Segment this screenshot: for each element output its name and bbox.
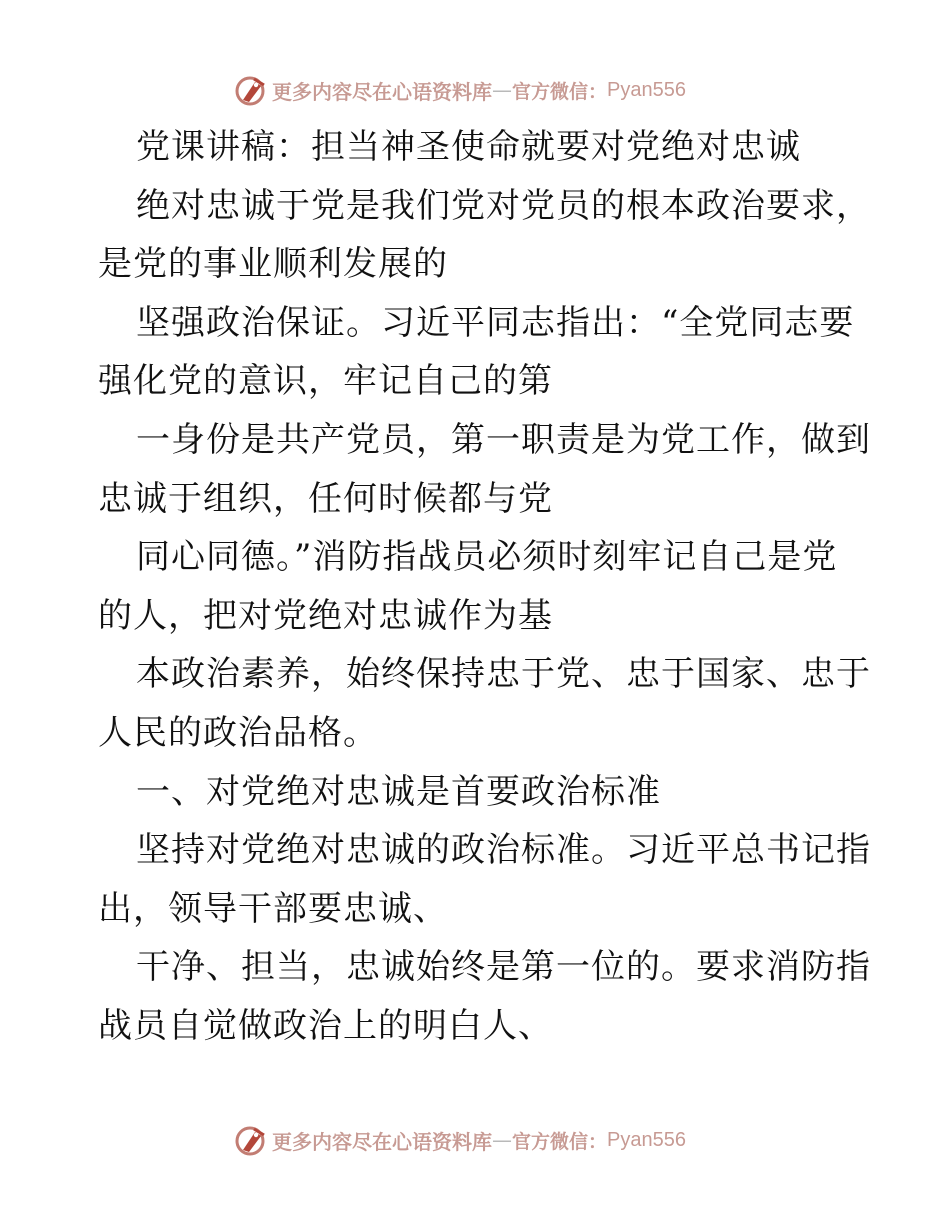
banner-wechat-label: 官方微信： xyxy=(512,80,608,103)
banner-separator: — xyxy=(492,1128,512,1152)
paragraph-line: 本政治素养，始终保持忠于党、忠于国家、忠于 xyxy=(136,654,871,695)
paragraph-line: 干净、担当，忠诚始终是第一位的。要求消防指 xyxy=(136,947,871,988)
paragraph-line: 一身份是共产党员，第一职责是为党工作，做到 xyxy=(136,419,871,460)
pen-nib-logo-icon xyxy=(234,1123,268,1157)
paragraph-line: 坚持对党绝对忠诚的政治标准。习近平总书记指 xyxy=(136,830,871,871)
paragraph-line: 出，领导干部要忠诚、 xyxy=(98,888,448,929)
paragraph-line: 人民的政治品格。 xyxy=(98,712,378,753)
paragraph-line: 一、对党绝对忠诚是首要政治标准 xyxy=(136,771,661,812)
paragraph-line: 的人，把对党绝对忠诚作为基 xyxy=(98,595,553,636)
paragraph-line: 强化党的意识，牢记自己的第 xyxy=(98,361,553,402)
paragraph-line: 坚强政治保证。习近平同志指出：“全党同志要 xyxy=(136,302,855,343)
paragraph-line: 忠诚于组织，任何时候都与党 xyxy=(98,478,553,519)
document-title-line: 党课讲稿：担当神圣使命就要对党绝对忠诚 xyxy=(136,127,801,167)
banner-text: 更多内容尽在心语资料库 xyxy=(272,1129,492,1154)
banner-wechat-id: Pyan556 xyxy=(607,1128,686,1151)
banner-separator: — xyxy=(492,78,512,102)
banner-wechat-label: 官方微信： xyxy=(512,1130,608,1153)
banner-text: 更多内容尽在心语资料库 xyxy=(272,79,492,104)
footer-watermark-banner xyxy=(234,1122,686,1158)
paragraph-line: 战员自觉做政治上的明白人、 xyxy=(98,1005,553,1046)
paragraph-line: 绝对忠诚于党是我们党对党员的根本政治要求， xyxy=(136,185,871,226)
header-watermark-banner xyxy=(234,72,686,108)
banner-wechat-id: Pyan556 xyxy=(607,78,686,101)
document-body xyxy=(98,118,871,1056)
paragraph-line: 同心同德。”消防指战员必须时刻牢记自己是党 xyxy=(136,537,838,578)
pen-nib-logo-icon xyxy=(234,73,268,107)
paragraph-line: 是党的事业顺利发展的 xyxy=(98,244,448,285)
